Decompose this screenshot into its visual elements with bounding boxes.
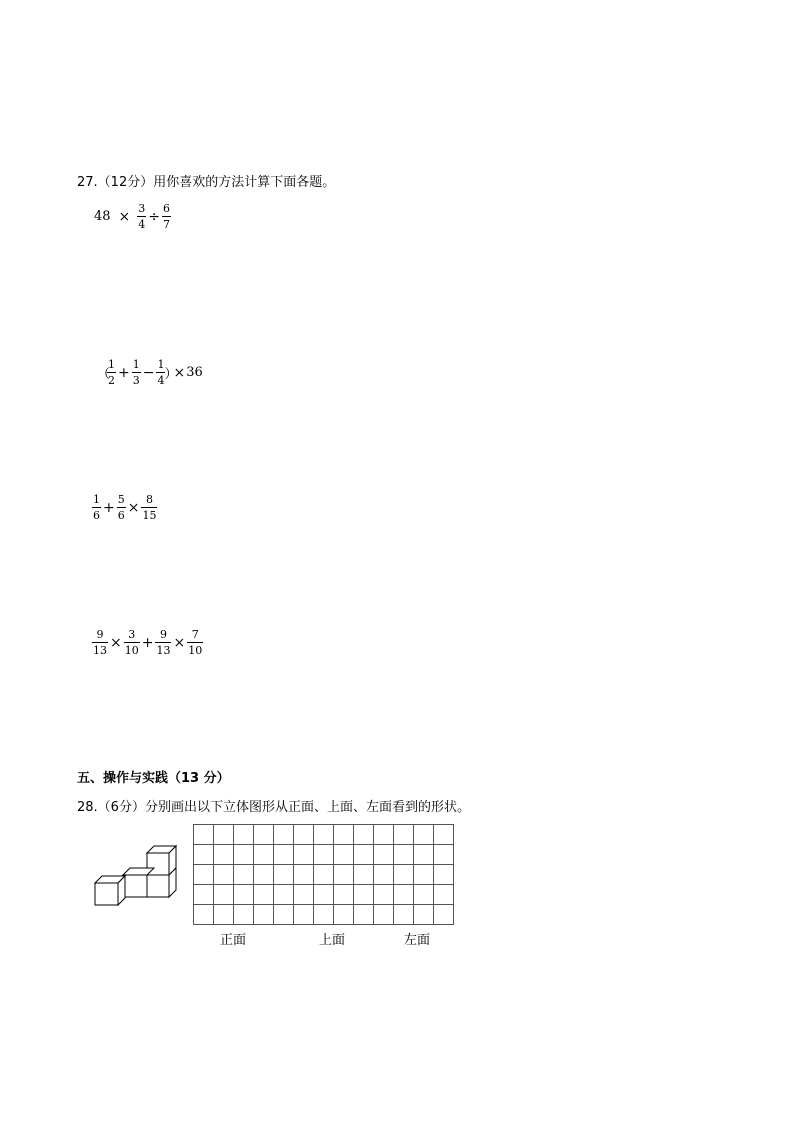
fraction-9-13: $\frac{9}{13}$ bbox=[93, 628, 107, 657]
times-sign: × bbox=[110, 634, 122, 651]
grid-cell[interactable] bbox=[334, 825, 354, 845]
fraction-1-3: $\frac{1}{3}$ bbox=[132, 358, 140, 387]
left-paren: （ bbox=[97, 367, 111, 382]
fraction-3-10: $\frac{3}{10}$ bbox=[124, 628, 139, 657]
plus-sign: + bbox=[141, 634, 154, 651]
grid-cell[interactable] bbox=[394, 845, 414, 865]
question-27-header: 27.（12分）用你喜欢的方法计算下面各题。 bbox=[77, 175, 336, 190]
expression-2 bbox=[97, 358, 203, 387]
grid-cell[interactable] bbox=[254, 825, 274, 845]
grid-cell[interactable] bbox=[314, 885, 334, 905]
times-sign: × bbox=[127, 499, 140, 516]
grid-cell[interactable] bbox=[194, 845, 214, 865]
grid-cell[interactable] bbox=[294, 865, 314, 885]
section-5-title: 五、操作与实践（13 分） bbox=[77, 771, 230, 786]
question-28-header: 28.（6分）分别画出以下立体图形从正面、上面、左面看到的形状。 bbox=[77, 800, 470, 815]
grid-cell[interactable] bbox=[414, 845, 434, 865]
grid-cell[interactable] bbox=[274, 845, 294, 865]
grid-cell[interactable] bbox=[214, 865, 234, 885]
label-top-view: 上面 bbox=[319, 933, 346, 948]
fraction-5-6: $\frac{5}{6}$ bbox=[117, 493, 125, 522]
right-paren: ） bbox=[164, 367, 178, 382]
plus-sign: + bbox=[103, 499, 115, 516]
grid-cell[interactable] bbox=[314, 845, 334, 865]
grid-cell[interactable] bbox=[194, 825, 214, 845]
grid-cell[interactable] bbox=[334, 845, 354, 865]
grid-cell[interactable] bbox=[254, 845, 274, 865]
grid-cell[interactable] bbox=[214, 905, 234, 925]
fraction-3-4: $\frac{3}{4}$ bbox=[138, 202, 146, 231]
grid-cell[interactable] bbox=[434, 845, 454, 865]
times-sign: × bbox=[118, 208, 131, 225]
grid-cell[interactable] bbox=[414, 905, 434, 925]
grid-cell[interactable] bbox=[214, 845, 234, 865]
number-48: 48 bbox=[94, 209, 111, 224]
fraction-6-7: $\frac{6}{7}$ bbox=[163, 202, 171, 231]
grid-cell[interactable] bbox=[434, 825, 454, 845]
fraction-8-15: $\frac{8}{15}$ bbox=[142, 493, 157, 522]
grid-cell[interactable] bbox=[254, 905, 274, 925]
grid-cell[interactable] bbox=[234, 905, 254, 925]
grid-cell[interactable] bbox=[294, 905, 314, 925]
fraction-7-10: $\frac{7}{10}$ bbox=[188, 628, 203, 657]
divide-sign: ÷ bbox=[148, 208, 161, 225]
number-36: 36 bbox=[186, 365, 203, 380]
grid-cell[interactable] bbox=[434, 865, 454, 885]
expression-4 bbox=[91, 628, 204, 657]
grid-cell[interactable] bbox=[234, 885, 254, 905]
expression-1 bbox=[92, 202, 172, 231]
grid-cell[interactable] bbox=[414, 885, 434, 905]
grid-cell[interactable] bbox=[334, 905, 354, 925]
grid-cell[interactable] bbox=[314, 905, 334, 925]
grid-cell[interactable] bbox=[394, 905, 414, 925]
fraction-1-2: $\frac{1}{2}$ bbox=[108, 358, 116, 387]
grid-cell[interactable] bbox=[294, 845, 314, 865]
grid-cell[interactable] bbox=[354, 825, 374, 845]
grid-cell[interactable] bbox=[414, 825, 434, 845]
grid-cell[interactable] bbox=[254, 865, 274, 885]
grid-cell[interactable] bbox=[234, 845, 254, 865]
minus-sign: − bbox=[142, 364, 155, 381]
grid-cell[interactable] bbox=[374, 845, 394, 865]
grid-cell[interactable] bbox=[194, 905, 214, 925]
grid-cell[interactable] bbox=[234, 825, 254, 845]
plus-sign: + bbox=[118, 364, 130, 381]
grid-cell[interactable] bbox=[354, 845, 374, 865]
grid-cell[interactable] bbox=[274, 885, 294, 905]
grid-cell[interactable] bbox=[374, 825, 394, 845]
grid-cell[interactable] bbox=[234, 865, 254, 885]
grid-cell[interactable] bbox=[214, 825, 234, 845]
fraction-9-13: $\frac{9}{13}$ bbox=[156, 628, 171, 657]
cube-figure bbox=[92, 845, 182, 909]
grid-cell[interactable] bbox=[354, 885, 374, 905]
grid-cell[interactable] bbox=[334, 885, 354, 905]
grid-cell[interactable] bbox=[274, 905, 294, 925]
expression-3 bbox=[91, 493, 158, 522]
grid-cell[interactable] bbox=[354, 905, 374, 925]
times-sign: × bbox=[173, 364, 186, 381]
fraction-1-6: $\frac{1}{6}$ bbox=[93, 493, 100, 522]
grid-cell[interactable] bbox=[374, 885, 394, 905]
grid-cell[interactable] bbox=[434, 905, 454, 925]
grid-cell[interactable] bbox=[354, 865, 374, 885]
grid-cell[interactable] bbox=[294, 885, 314, 905]
label-front-view: 正面 bbox=[220, 933, 247, 948]
grid-cell[interactable] bbox=[274, 825, 294, 845]
grid-cell[interactable] bbox=[254, 885, 274, 905]
grid-cell[interactable] bbox=[194, 865, 214, 885]
grid-cell[interactable] bbox=[194, 885, 214, 905]
grid-cell[interactable] bbox=[374, 905, 394, 925]
fraction-1-4: $\frac{1}{4}$ bbox=[157, 358, 165, 387]
grid-cell[interactable] bbox=[314, 865, 334, 885]
grid-cell[interactable] bbox=[274, 865, 294, 885]
grid-cell[interactable] bbox=[414, 865, 434, 885]
grid-cell[interactable] bbox=[394, 825, 414, 845]
grid-cell[interactable] bbox=[214, 885, 234, 905]
times-sign: × bbox=[173, 634, 186, 651]
label-left-view: 左面 bbox=[404, 933, 431, 948]
grid-cell[interactable] bbox=[334, 865, 354, 885]
grid-cell[interactable] bbox=[394, 885, 414, 905]
drawing-grid[interactable] bbox=[193, 824, 454, 929]
grid-cell[interactable] bbox=[314, 825, 334, 845]
grid-cell[interactable] bbox=[394, 865, 414, 885]
grid-cell[interactable] bbox=[374, 865, 394, 885]
grid-cell[interactable] bbox=[434, 885, 454, 905]
grid-cell[interactable] bbox=[294, 825, 314, 845]
